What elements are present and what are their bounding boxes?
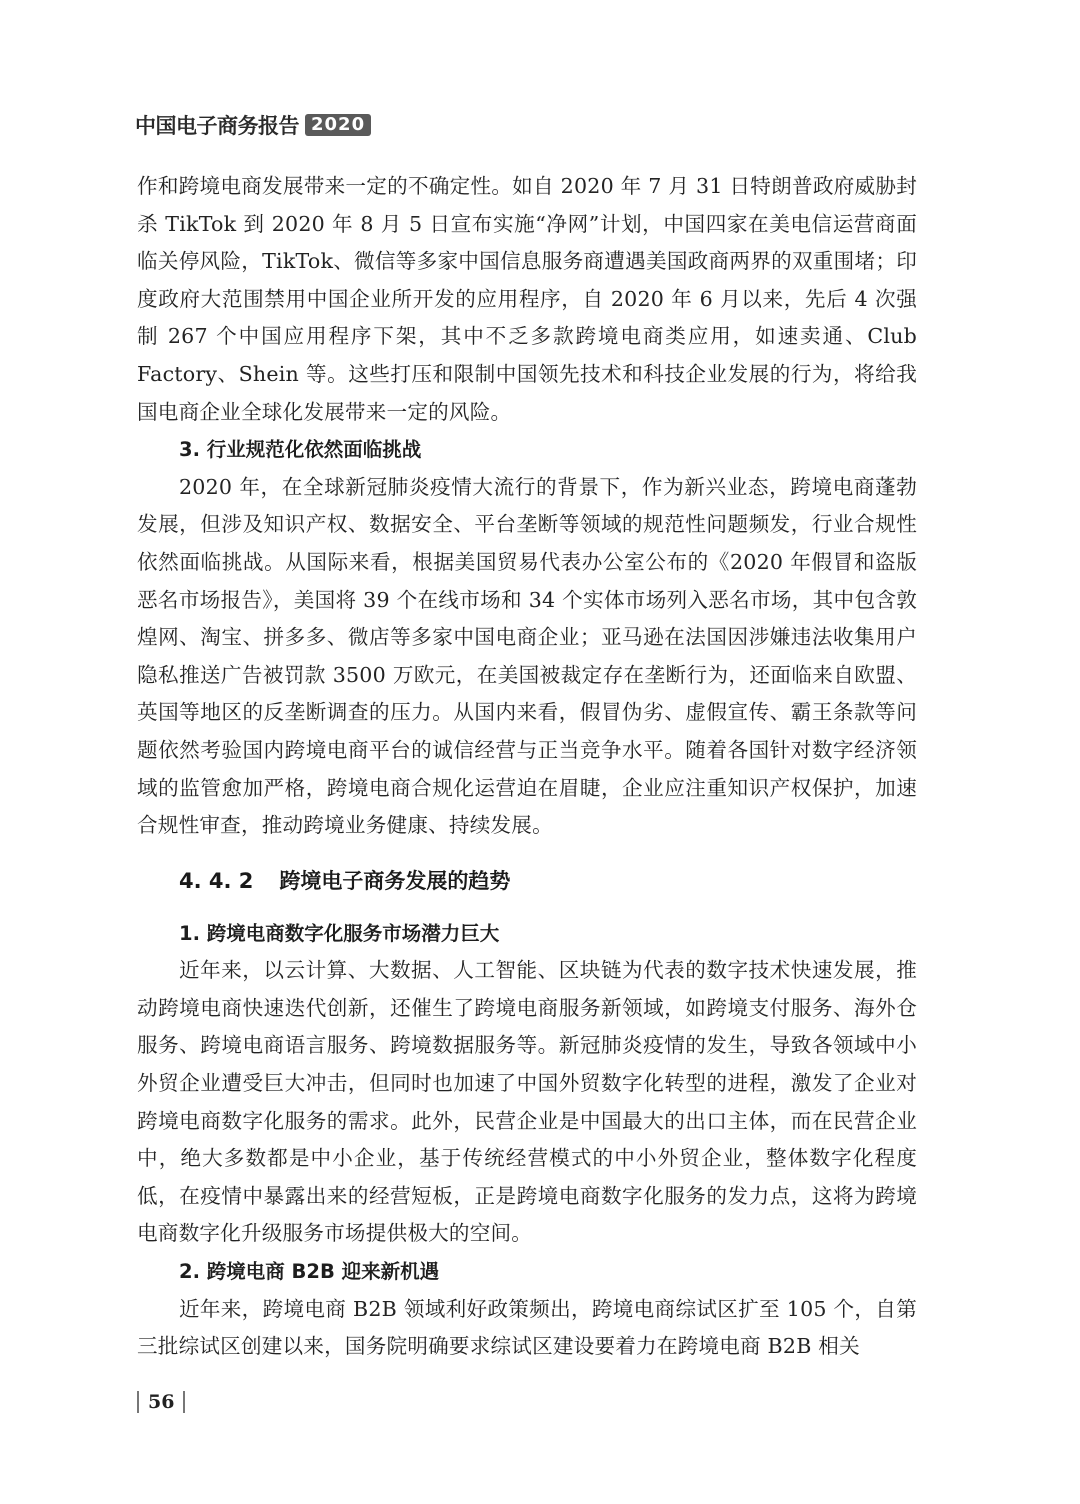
subheading-digital-services: 1. 跨境电商数字化服务市场潜力巨大: [179, 921, 500, 945]
footer-bar-left: [137, 1391, 139, 1413]
page-number: 56: [148, 1391, 175, 1413]
section-number: 4. 4. 2: [179, 868, 254, 893]
paragraph-digital-services: 近年来，以云计算、大数据、人工智能、区块链为代表的数字技术快速发展，推动跨境电商快速迭代创新，还催生了跨境电商服务新领域，如跨境支付服务、海外仓服务、跨境电商语言服务、跨境数据服务等。新冠肺炎疫情的发生，导致各领域中小外贸企业遭受巨大冲击，但同时也加速了中国外贸数字化转型的进程，激发了企业对跨境电商数字化服务的需求。此外，民营企业是中国最大的出口主体，而在民营企业中，绝大多数都是中小企业，基于传统经营模式的中小外贸企业，整体数字化程度低，在疫情中暴露出来的经营短板，正是跨境电商数字化服务的发力点，这将为跨境电商数字化升级服务市场提供极大的空间。: [137, 958, 917, 1246]
footer-bar-right: [183, 1391, 185, 1413]
section-title: 跨境电子商务发展的趋势: [279, 868, 511, 893]
year-badge: 2020: [305, 114, 371, 136]
paragraph-continuation: 作和跨境电商发展带来一定的不确定性。如自 2020 年 7 月 31 日特朗普政府威胁封杀 TikTok 到 2020 年 8 月 5 日宣布实施“净网”计划，中国四家在美电信运营商面临关停风险，TikTok、微信等多家中国信息服务商遭遇美国政商两界的双重围堵；印度政府大范围禁用中国企业所开发的应用程序，自 2020 年 6 月以来，先后 4 次强制 267 个中国应用程序下架，其中不乏多款跨境电商类应用，如速卖通、Club Factory、Shein 等。这些打压和限制中国领先技术和科技企业发展的行为，将给我国电商企业全球化发展带来一定的风险。: [137, 174, 917, 424]
body-text: [137, 168, 917, 1366]
spacer: [137, 899, 917, 915]
paragraph-b2b: 近年来，跨境电商 B2B 领域利好政策频出，跨境电商综试区扩至 105 个，自第三批综试区创建以来，国务院明确要求综试区建设要着力在跨境电商 B2B 相关: [137, 1296, 917, 1359]
section-heading: [137, 863, 917, 899]
paragraph-standardization: 2020 年，在全球新冠肺炎疫情大流行的背景下，作为新兴业态，跨境电商蓬勃发展，但涉及知识产权、数据安全、平台垄断等领域的规范性问题频发，行业合规性依然面临挑战。从国际来看，根据美国贸易代表办公室公布的《2020 年假冒和盗版恶名市场报告》，美国将 39 个在线市场和 34 个实体市场列入恶名市场，其中包含敦煌网、淘宝、拼多多、微店等多家中国电商企业；亚马逊在法国因涉嫌违法收集用户隐私推送广告被罚款 3500 万欧元，在美国被裁定存在垄断行为，还面临来自欧盟、英国等地区的反垄断调查的压力。从国内来看，假冒伪劣、虚假宣传、霸王条款等问题依然考验国内跨境电商平台的诚信经营与正当竞争水平。随着各国针对数字经济领域的监管愈加严格，跨境电商合规化运营迫在眉睫，企业应注重知识产权保护，加速合规性审查，推动跨境业务健康、持续发展。: [137, 474, 917, 838]
page-footer: [137, 1389, 185, 1415]
subheading-industry-standardization: 3. 行业规范化依然面临挑战: [179, 438, 422, 462]
report-title: 中国电子商务报告: [135, 114, 299, 138]
subheading-b2b: 2. 跨境电商 B2B 迎来新机遇: [179, 1260, 440, 1284]
spacer: [137, 845, 917, 863]
running-header: [135, 110, 371, 140]
